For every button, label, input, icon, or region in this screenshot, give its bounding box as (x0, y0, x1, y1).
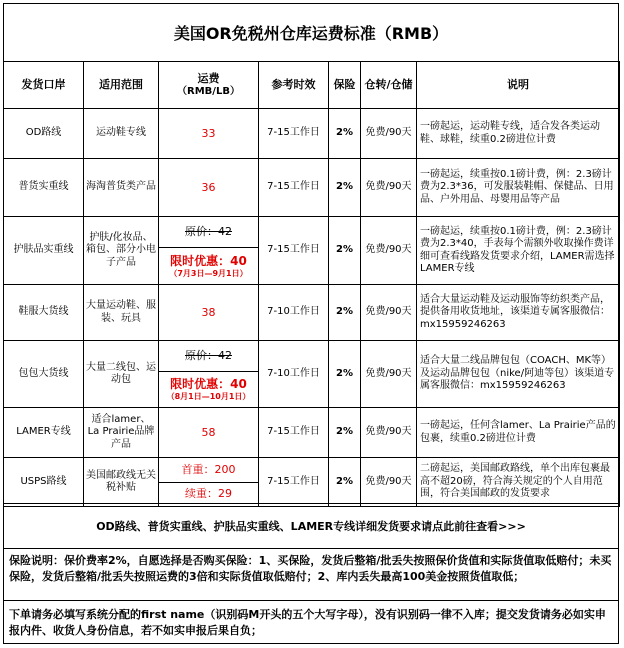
original-price-label: 原价： (185, 225, 218, 239)
insurance-cell: 2% (329, 408, 361, 458)
storage-cell: 免费/90天 (361, 458, 417, 507)
notes-cell: 一磅起运，任何含lamer、La Prairie产品的包裹，续重0.2磅进位计费 (417, 408, 620, 458)
promo-value: 40 (230, 376, 247, 391)
promo-price (159, 372, 258, 407)
port-cell: OD路线 (4, 109, 84, 159)
table-row (4, 408, 620, 458)
insurance-cell: 2% (329, 109, 361, 159)
time-cell: 7-15工作日 (259, 109, 329, 159)
scope-cell: 大量运动鞋、服装、玩具 (84, 285, 159, 341)
original-price (159, 217, 258, 248)
rate-sheet (3, 3, 619, 644)
time-cell: 7-10工作日 (259, 341, 329, 408)
scope-cell: 大量二线包、运动包 (84, 341, 159, 408)
rate-cell (159, 217, 259, 285)
notes-cell: 一磅起运，续重按0.1磅计费，例：2.3磅计费为2.3*36，可发服装鞋帽、保健品、日用品、户外用品、母婴用品等产品 (417, 159, 620, 217)
header-time: 参考时效 (259, 62, 329, 109)
page-title: 美国OR免税州仓库运费标准（RMB） (4, 4, 618, 62)
header-rate (159, 62, 259, 109)
insurance-cell: 2% (329, 458, 361, 507)
original-price-value: 42 (218, 348, 232, 362)
storage-cell: 免费/90天 (361, 408, 417, 458)
port-cell: USPS路线 (4, 458, 84, 507)
storage-cell: 免费/90天 (361, 217, 417, 285)
rate-cell: 33 (159, 109, 259, 159)
promo-date: （8月1日—10月1日） (166, 391, 251, 401)
continued-weight-value: 29 (218, 487, 232, 501)
notes-cell: 适合大量二线品牌包包（COACH、MK等）及运动品牌包包（nike/阿迪等包）该渠道专属客服微信：mx15959246263 (417, 341, 620, 408)
scope-cell: 护肤/化妆品、箱包、部分小电子产品 (84, 217, 159, 285)
notes-cell: 一磅起运，续重按0.1磅计费，例：2.3磅计费为2.3*40，手表每个需额外收取操作费详细可查看线路发货要求介绍，LAMER需选择LAMER专线 (417, 217, 620, 285)
storage-cell: 免费/90天 (361, 159, 417, 217)
header-rate-unit: （RMB/LB） (177, 85, 240, 97)
header-notes: 说明 (417, 62, 620, 109)
promo-price (159, 248, 258, 284)
header-rate-label: 运费 (197, 71, 220, 85)
rate-cell (159, 458, 259, 507)
original-price-value: 42 (218, 225, 232, 239)
insurance-cell: 2% (329, 341, 361, 408)
first-weight-price (159, 458, 258, 483)
time-cell: 7-15工作日 (259, 217, 329, 285)
scope-cell: 运动鞋专线 (84, 109, 159, 159)
port-cell: 护肤品实重线 (4, 217, 84, 285)
table-row (4, 341, 620, 408)
port-cell: 包包大货线 (4, 341, 84, 408)
storage-cell: 免费/90天 (361, 285, 417, 341)
promo-label: 限时优惠： (170, 376, 231, 391)
port-cell: 鞋服大货线 (4, 285, 84, 341)
promo-label: 限时优惠： (170, 253, 231, 268)
notes-cell: 二磅起运，美国邮政路线，单个出库包裹最高不超20磅，符合海关规定的个人自用范围，符合美国邮政的发货要求 (417, 458, 620, 507)
port-cell: LAMER专线 (4, 408, 84, 458)
time-cell: 7-10工作日 (259, 285, 329, 341)
rate-cell: 36 (159, 159, 259, 217)
rate-cell: 38 (159, 285, 259, 341)
original-price-label: 原价： (185, 348, 218, 362)
promo-date: （7月3日—9月1日） (169, 268, 248, 278)
scope-cell: 海淘普货类产品 (84, 159, 159, 217)
original-price (159, 341, 258, 372)
header-storage: 仓转/仓储 (361, 62, 417, 109)
requirements-link[interactable]: OD路线、普货实重线、护肤品实重线、LAMER专线详细发货要求请点此前往查看>>> (4, 503, 618, 549)
storage-cell: 免费/90天 (361, 109, 417, 159)
table-row (4, 458, 620, 507)
insurance-cell: 2% (329, 285, 361, 341)
insurance-notice: 保险说明：保价费率2%，自愿选择是否购买保险：1、买保险，发货后整箱/批丢失按照保价货值和实际货值取低赔付；未买保险，发货后整箱/批丢失按照运费的3倍和实际货值取低赔付；2、库内丢失最高100美金按照货值取低； (4, 549, 618, 601)
rates-table (3, 61, 620, 507)
time-cell: 7-15工作日 (259, 408, 329, 458)
scope-cell: 美国邮政线无关税补贴 (84, 458, 159, 507)
first-name-notice: 下单请务必填写系统分配的first name（识别码M开头的五个大写字母），没有识别码一律不入库；提交发货请务必如实申报内件、收货人身份信息，若不如实申报后果自负； (9, 608, 606, 637)
continued-weight-label: 续重： (185, 487, 218, 501)
time-cell: 7-15工作日 (259, 159, 329, 217)
time-cell: 7-15工作日 (259, 458, 329, 507)
scope-cell: 适合lamer、La Prairie品牌产品 (84, 408, 159, 458)
header-insurance: 保险 (329, 62, 361, 109)
rate-cell (159, 341, 259, 408)
notes-cell: 一磅起运，运动鞋专线，适合发各类运动鞋、球鞋，续重0.2磅进位计费 (417, 109, 620, 159)
promo-value: 40 (230, 253, 247, 268)
table-row (4, 285, 620, 341)
insurance-cell: 2% (329, 217, 361, 285)
table-row (4, 109, 620, 159)
table-row (4, 159, 620, 217)
header-scope: 适用范围 (84, 62, 159, 109)
table-header-row (4, 62, 620, 109)
table-row (4, 217, 620, 285)
first-weight-value: 200 (214, 462, 236, 476)
header-port: 发货口岸 (4, 62, 84, 109)
first-weight-label: 首重： (181, 462, 215, 476)
rate-cell: 58 (159, 408, 259, 458)
insurance-cell: 2% (329, 159, 361, 217)
storage-cell: 免费/90天 (361, 341, 417, 408)
port-cell: 普货实重线 (4, 159, 84, 217)
notes-cell: 适合大量运动鞋及运动服饰等纺织类产品，提供备用收货地址，该渠道专属客服微信：mx15959246263 (417, 285, 620, 341)
